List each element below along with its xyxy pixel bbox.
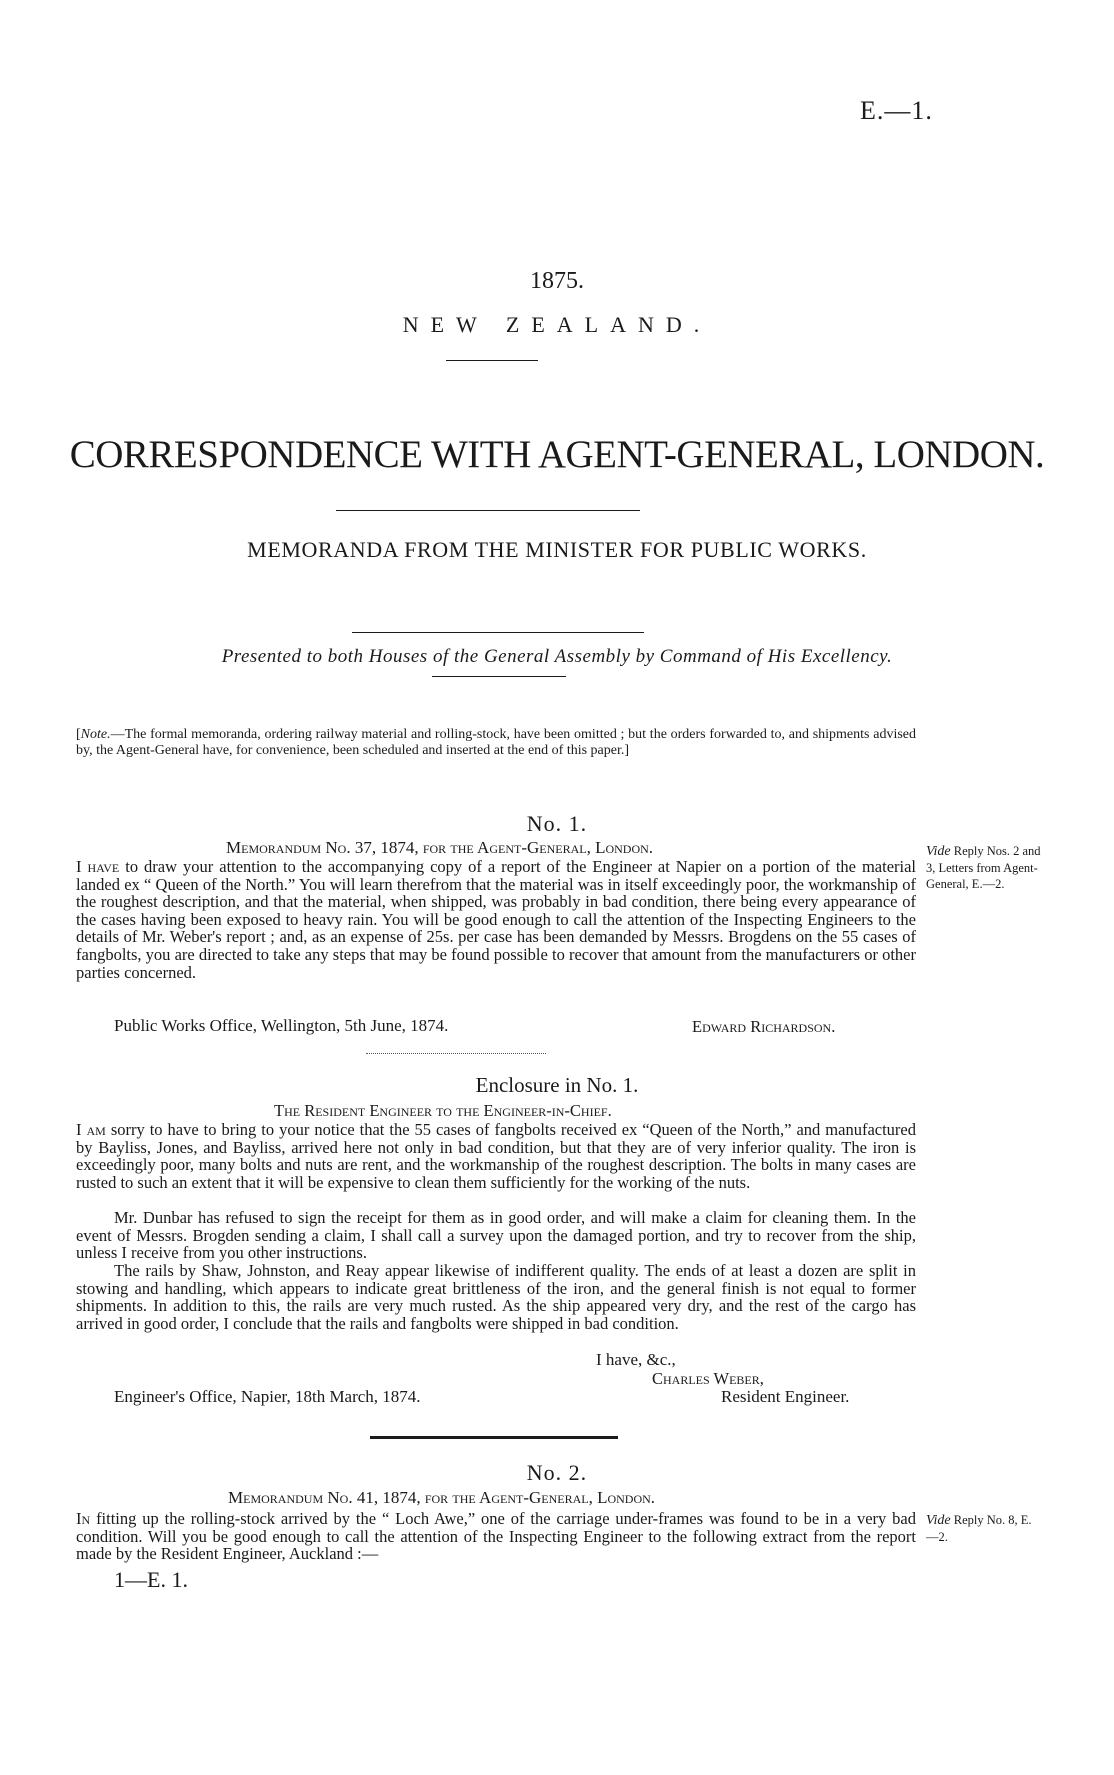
year: 1875. xyxy=(530,268,584,294)
enclosure1-heading: Enclosure in No. 1. xyxy=(475,1073,639,1097)
note-text: —The formal memoranda, ordering railway material and rolling-stock, have been omitted ; but the orders forwarded to, and shipments advised by, the Agent-General have, for convenience, been scheduled and inserted at the end of this paper. xyxy=(76,727,916,758)
no1-heading: No. 1. xyxy=(526,811,588,836)
signature-mark: 1—E. 1. xyxy=(114,1567,188,1592)
enclosure1-para2-text: Mr. Dunbar has refused to sign the receipt for them as in good order, and will make a claim for cleaning them. In the event of Messrs. Brogden sending a claim, I shall call a survey upon the damaged portion, and try to recover from the ship, unless I receive from you other instructions. xyxy=(76,1208,916,1263)
no2-margin-vide: Vide xyxy=(926,1513,951,1528)
no2-body-text: fitting up the rolling-stock arrived by the “ Loch Awe,” one of the carriage under-frames was found to be in a very bad condition. Will you be good enough to call the attention of the Inspecting Engineer to the following extract from the report made by the Resident Engineer, Auckland :— xyxy=(76,1509,917,1564)
no1-margin-note xyxy=(926,843,1046,892)
enclosure1-para1-text: sorry to have to bring to your notice that the 55 cases of fangbolts received ex “Queen of the North,” and manufactured by Bayliss, Jones, and Bayliss, arrived here not only in bad condition, but that they are of very inferior quality. The iron is exceedingly poor, many bolts and nuts are rent, and the workmanship of the roughest description. The bolts in many cases are rusted to such an extent that it will be expensive to clean them sufficiently for the working of the nuts. xyxy=(76,1120,916,1192)
no2-body xyxy=(76,1510,916,1563)
enclosure1-first-word: I am xyxy=(76,1120,106,1139)
enclosure1-closing: I have, &c., xyxy=(596,1350,676,1369)
no1-margin-text: Reply Nos. 2 and 3, Letters from Agent-General, E.—2. xyxy=(926,844,1041,891)
no1-signature: Edward Richardson. xyxy=(692,1017,836,1036)
page-reference: E.—1. xyxy=(860,96,933,125)
title-rule-4 xyxy=(432,676,566,677)
editorial-note: [Note.—The formal memoranda, ordering railway material and rolling-stock, have been omitted ; but the orders forwarded to, and shipments advised by, the Agent-General have, for convenience, been scheduled and inserted at the end of this paper.] xyxy=(76,727,916,758)
no1-office-date: Public Works Office, Wellington, 5th June, 1874. xyxy=(114,1016,449,1035)
enclosure1-office-date: Engineer's Office, Napier, 18th March, 1874. xyxy=(114,1387,421,1406)
title-rule-1 xyxy=(446,360,538,361)
no2-margin-text: Reply No. 8, E.—2. xyxy=(926,1513,1032,1544)
enclosure1-signer: Charles Weber, xyxy=(652,1369,764,1388)
no1-body-text: to draw your attention to the accompanying copy of a report of the Engineer at Napier on a portion of the material landed ex “ Queen of the North.” You will learn therefrom that the material was in itself exceedingly poor, the workmanship of the roughest description, and that the material, when shipped, was probably in bad condition, there being every appearance of the cases having been exposed to heavy rain. You will be good enough to call the attention of the Inspecting Engineers to the details of Mr. Weber's report ; and, as an expense of 25s. per case has been demanded by Messrs. Brogdens on the 55 cases of fangbolts, you are directed to take any steps that may be found possible to recover that amount from the manufacturers or other parties concerned. xyxy=(76,857,917,982)
no1-memo-line: Memorandum No. 37, 1874, for the Agent-General, London. xyxy=(226,838,654,857)
country-heading: NEW ZEALAND. xyxy=(402,312,712,337)
no2-heading: No. 2. xyxy=(526,1460,588,1485)
no1-margin-vide: Vide xyxy=(926,844,951,859)
no2-first-word: In xyxy=(76,1509,91,1528)
subtitle: MEMORANDA FROM THE MINISTER FOR PUBLIC WORKS. xyxy=(247,537,867,562)
no2-margin-note xyxy=(926,1512,1036,1545)
main-title: CORRESPONDENCE WITH AGENT-GENERAL, LONDON. xyxy=(69,433,1045,476)
section-divider-2 xyxy=(370,1436,618,1439)
presented-line: Presented to both Houses of the General Assembly by Command of His Excellency. xyxy=(221,646,893,667)
section-divider-1 xyxy=(366,1053,546,1054)
enclosure1-addressee: The Resident Engineer to the Engineer-in-Chief. xyxy=(274,1101,612,1120)
title-rule-2 xyxy=(336,510,640,511)
no1-first-word: I have xyxy=(76,857,120,876)
note-label: Note. xyxy=(80,727,111,742)
enclosure1-para1 xyxy=(76,1121,916,1191)
enclosure1-para2 xyxy=(76,1209,916,1262)
no2-memo-line: Memorandum No. 41, 1874, for the Agent-General, London. xyxy=(228,1488,656,1507)
no1-body xyxy=(76,858,916,981)
enclosure1-signer-title: Resident Engineer. xyxy=(721,1387,850,1406)
enclosure1-para3 xyxy=(76,1262,916,1332)
enclosure1-para3-text: The rails by Shaw, Johnston, and Reay appear likewise of indifferent quality. The ends of at least a dozen are split in stowing and handling, which appears to indicate great brittleness of the iron, and the general finish is not equal to former shipments. In addition to this, the rails are very much rusted. As the ship appeared very dry, and the rest of the cargo has arrived in good order, I conclude that the rails and fangbolts were shipped in bad condition. xyxy=(76,1261,916,1333)
title-rule-3 xyxy=(352,632,644,633)
